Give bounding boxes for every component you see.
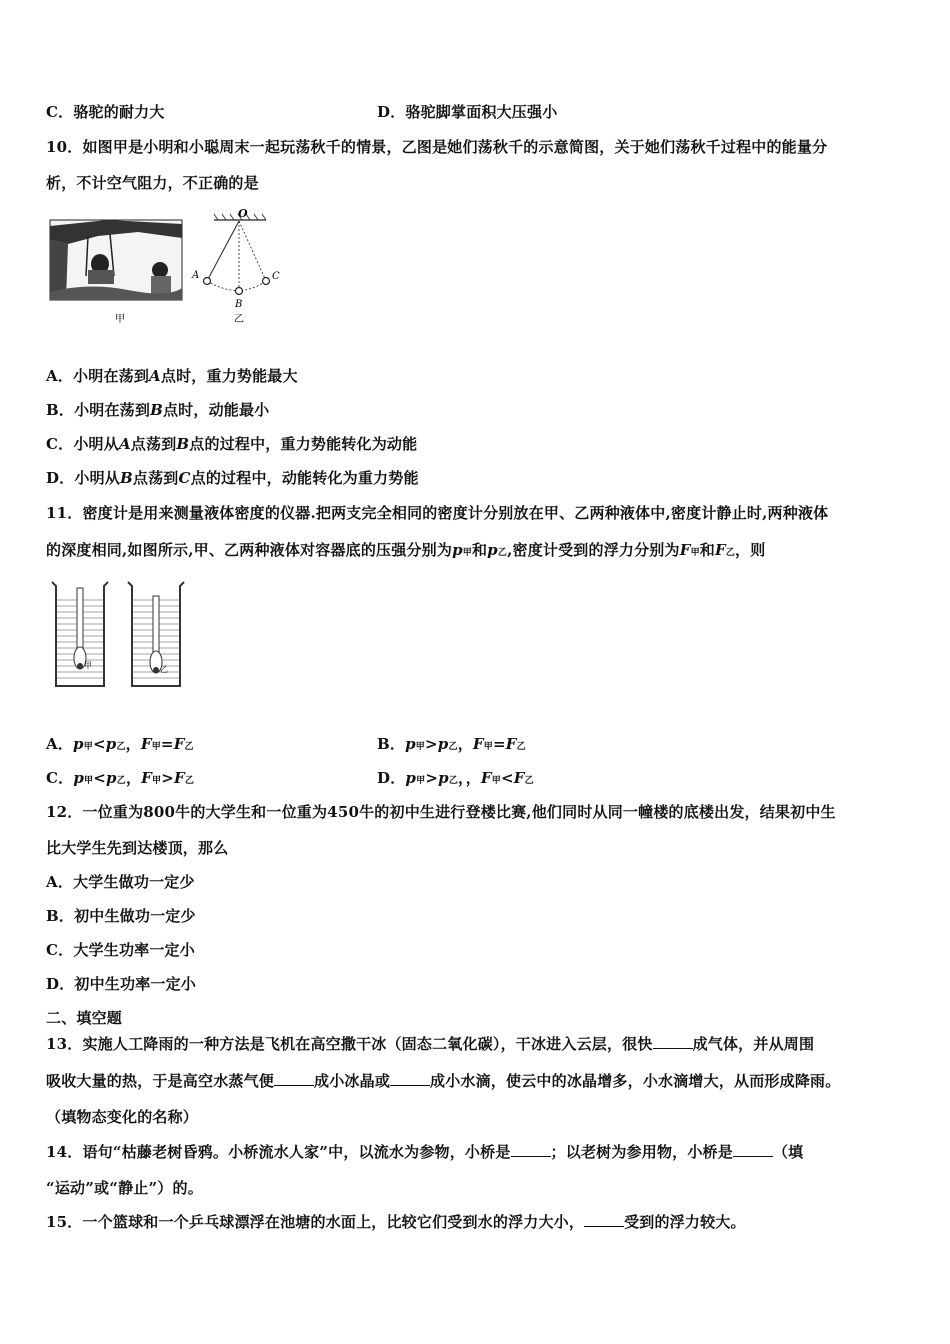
- q10-figure-yi: [186, 208, 296, 330]
- q13-line2: 吸收大量的热，于是高空水蒸气便 成小冰晶或 成小水滴，使云中的冰晶增多，小水滴增大，从而形成降雨。: [46, 1072, 841, 1090]
- q10-option-d: D．小明从B点荡到C点的过程中，动能转化为重力势能: [46, 469, 419, 487]
- q11-stem-line2: 的深度相同,如图所示,甲、乙两种液体对容器底的压强分别为p甲和p乙,密度计受到的浮力分别为F甲和F乙，则: [46, 541, 766, 559]
- q10-figure-jia-label: 甲: [115, 314, 125, 325]
- container-jia: [52, 582, 108, 686]
- q12-stem-line1: 12．一位重为800牛的大学生和一位重为450牛的初中生进行登楼比赛,他们同时从同一幢楼的底楼出发，结果初中生: [46, 803, 836, 821]
- q11-stem-line1: 11．密度计是用来测量液体密度的仪器.把两支完全相同的密度计分别放在甲、乙两种液体中,密度计静止时,两种液体: [46, 504, 829, 522]
- q11-option-a: A．p甲<p乙，F甲=F乙: [46, 735, 194, 753]
- q11-option-b: B．p甲>p乙，F甲=F乙: [377, 735, 526, 753]
- q13-line1: 13．实施人工降雨的一种方法是飞机在高空撒干冰（固态二氧化碳），干冰进入云层，很快 成气体，并从周围: [46, 1035, 815, 1053]
- point-a-dot: [204, 278, 211, 285]
- q11-figure-containers: [46, 576, 196, 700]
- q12-option-c: C．大学生功率一定小: [46, 941, 195, 959]
- q9-option-d: D．骆驼脚掌面积大压强小: [377, 103, 558, 121]
- q11-option-d: D．p甲>p乙，，F甲<F乙: [377, 769, 534, 787]
- point-c-label: C: [272, 271, 280, 282]
- point-c-dot: [263, 278, 270, 285]
- q11-option-c: C．p甲<p乙，F甲>F乙: [46, 769, 195, 787]
- q10-option-b: B．小明在荡到B点时，动能最小: [46, 401, 270, 419]
- q9-option-c: C．骆驼的耐力大: [46, 103, 165, 121]
- q10-stem-line1: 10．如图甲是小明和小聪周末一起玩荡秋千的情景，乙图是她们荡秋千的示意简图，关于她们荡秋千过程中的能量分: [46, 138, 828, 156]
- container-yi: [128, 582, 184, 686]
- q15-line1: 15．一个篮球和一个乒乓球漂浮在池塘的水面上，比较它们受到水的浮力大小， 受到的浮力较大。: [46, 1213, 746, 1231]
- q14-line1: 14．语句“枯藤老树昏鸦。小桥流水人家”中，以流水为参物，小桥是 ；以老树为参用物，小桥是 （填: [46, 1143, 804, 1161]
- q10-option-c: C．小明从A点荡到B点的过程中，重力势能转化为动能: [46, 435, 418, 453]
- q12-stem-line2: 比大学生先到达楼顶，那么: [46, 839, 229, 857]
- q10-option-a: A．小明在荡到A点时，重力势能最大: [46, 367, 298, 385]
- q13-line3: （填物态变化的名称）: [46, 1108, 199, 1126]
- q14-blank-2: [733, 1142, 773, 1157]
- q15-blank-1: [584, 1212, 624, 1227]
- q14-line2: “运动”或“静止”）的。: [46, 1179, 203, 1197]
- point-a-label: A: [192, 270, 200, 281]
- q13-blank-3: [390, 1071, 430, 1086]
- q12-option-d: D．初中生功率一定小: [46, 975, 197, 993]
- section-fill-in-title: 二、填空题: [46, 1009, 123, 1027]
- container-jia-label: 甲: [84, 661, 92, 670]
- q12-option-b: B．初中生做功一定少: [46, 907, 196, 925]
- q12-option-a: A．大学生做功一定少: [46, 873, 195, 891]
- q10-figure-jia: [48, 218, 186, 330]
- q14-blank-1: [511, 1142, 551, 1157]
- q10-stem-line2: 析，不计空气阻力，不正确的是: [46, 174, 259, 192]
- q13-blank-2: [274, 1071, 314, 1086]
- point-b-label: B: [235, 299, 243, 310]
- pivot-o-label: O: [238, 208, 248, 220]
- q10-figure-yi-label: 乙: [234, 314, 244, 325]
- container-yi-label: 乙: [160, 665, 168, 674]
- q13-blank-1: [653, 1034, 693, 1049]
- point-b-dot: [236, 288, 243, 295]
